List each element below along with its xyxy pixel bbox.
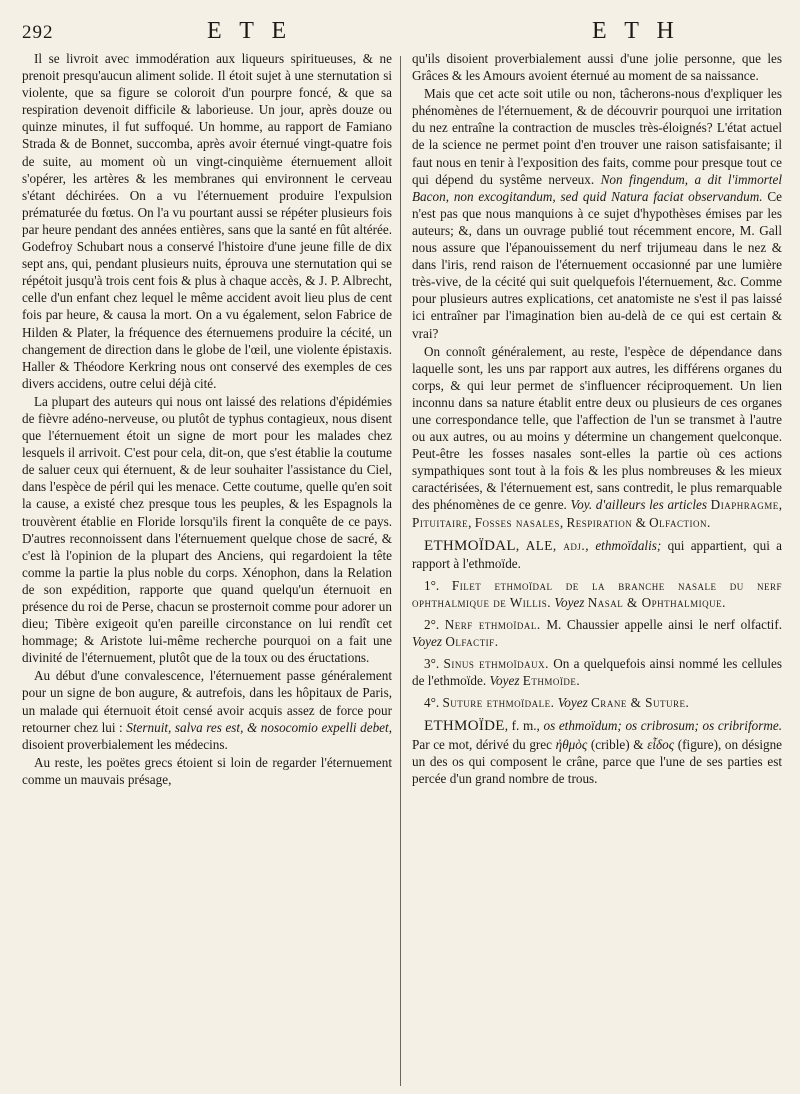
entry-item	[412, 616, 782, 650]
entry-text: (crible) &	[590, 736, 644, 752]
running-header	[22, 14, 782, 54]
paragraph: La plupart des auteurs qui nous ont laissé des relations d'épidémies de fièvre adéno-nerveuse, ou plutôt de typhus contagieux, nous disent que l'éternuement étoit un signe de mort pour les malades chez lesquels il arrivoit. C'est pour cela, dit-on, que s'est établie la coutume de saluer ceux qui éternuent, & de leur souhaiter l'assistance du Ciel, dans l'espèce de péril qui les menace. Cette coutume, quelle qu'en soit la cause, a existé chez presque tous les peuples, & les Espagnols la trouvèrent établie en Floride lorsqu'ils firent la conquête de ce pays. D'autres reconnoissent dans l'éternuement quelque chose de sacré, & c'est là l'opinion de la plupart des Anciens, qui regardoient la tête comme la partie la plus noble du corps. Xénophon, dans la Relation de son expédition, rapporte que quand quelqu'un éternuoit en présence du roi de Perse, chacun se prosternoit comme pour adorer un dieu; Tibère exigeoit qu'en pareille circonstance on lui rendît cet hommage; & Aristote lui-même recherche pourquoi on a fait une divinité de l'éternuement, plutôt que de la toux ou des éructations.	[22, 393, 392, 666]
cross-reference[interactable]: Nasal & Ophthalmique.	[587, 594, 726, 610]
grammar: , ALE, adj.,	[515, 537, 590, 553]
paragraph-text: Mais que cet acte soit utile ou non, tâcherons-nous d'expliquer les phénomènes de l'éternuement, & de découvrir pourquoi une irritation du nez entraîne la contraction de muscles très-éloignés? L'état actuel de la science ne permet point d'en trouver une raison satisfaisante; il faut nous en tenir à l'exposition des faits, comme pour presque tout ce qui dépend du systême nerveux.	[412, 86, 782, 187]
paragraph-text: Au début d'une convalescence, l'éternuement passe généralement pour un signe de bon augure, & autrefois, dans les hôpitaux de Paris, un malade qui éternuoit étoit censé avoir acquis assez de force pour retourner chez lui :	[22, 668, 392, 735]
item-term: Nerf ethmoïdal.	[444, 617, 541, 632]
item-number: 4°.	[424, 695, 440, 711]
item-term: Sinus ethmoïdaux.	[443, 656, 549, 672]
item-text: On a quelquefois ainsi nommé les cellules de l'ethmoïde.	[412, 656, 782, 689]
latin-bacon-intro: Non fingendum, a dit l'immortel Bacon,	[412, 171, 782, 204]
item-term: Suture ethmoïdale.	[442, 695, 555, 711]
paragraph-text: On connoît généralement, au reste, l'espèce de dépendance dans laquelle sont, les uns par rapport aux autres, les différens organes du corps, & qui leur permet de s'influencer réciproquement. Un lien inconnu dans sa nature établit entre deux ou plusieurs de ces organes une correspondance telle, que l'affection de l'un se transmet à l'autre ou aux autres, ou au moins y détermine un changement quelconque. Peut-être les fosses nasales sont-elles la partie où ces actions sympathiques sont tout à la fois & les plus nombreuses & les mieux caractérisées, & l'éternuement est, sans contredit, le plus remarquable des phénomènes de ce genre.	[412, 343, 782, 513]
page-number: 292	[22, 22, 54, 43]
paragraph: Au reste, les poëtes grecs étoient si loin de regarder l'éternuement comme un mauvais présage,	[22, 754, 392, 787]
paragraph	[22, 667, 392, 752]
see-also-link[interactable]: Pituitaire	[412, 514, 469, 530]
latin-bacon-quote: non excogitandum, sed quid Natura faciat observandum.	[453, 188, 763, 204]
grammar: , f. m.,	[504, 718, 540, 734]
entry-item	[412, 655, 782, 689]
right-running-head: E T H	[592, 18, 680, 44]
latin-term: os ethmoïdum; os cribrosum; os cribriforme.	[543, 718, 783, 734]
paragraph	[412, 85, 782, 341]
latin-term: ethmoïdalis;	[595, 537, 662, 553]
right-column	[412, 50, 782, 788]
item-number: 1°.	[424, 577, 440, 593]
item-term: Filet ethmoïdal de la branche nasale du nerf ophthalmique de Willis.	[412, 577, 782, 610]
entry-item	[412, 694, 782, 711]
headword: ETHMOÏDAL	[424, 537, 516, 554]
see-also-link[interactable]: Olfaction	[649, 514, 707, 530]
entry-text: (figure), on désigne un des os qui composent le crâne, parce que l'une de ses parties est percée d'un grand nombre de trous.	[412, 736, 783, 786]
latin-quote: Sternuit, salva res est, & nosocomio expelli debet	[126, 719, 389, 735]
see-also-link[interactable]: Fosses nasales	[474, 514, 560, 530]
see-word: Voyez	[489, 673, 520, 689]
cross-reference[interactable]: Crane & Suture.	[591, 695, 690, 711]
entry-item	[412, 577, 782, 611]
definition: qui appartient, qui a rapport à l'ethmoïde.	[412, 537, 783, 571]
dictionary-entry-ethmoidal	[412, 537, 782, 572]
left-column	[22, 50, 392, 789]
paragraph: On connoît généralement, au reste, l'espèce de dépendance dans laquelle sont, les uns par rapport aux autres, les différens organes du corps, & qui leur permet de s'influencer réciproquement. Un lien inconnu dans sa nature établit entre deux ou plusieurs de ces organes une correspondance telle, que l'affection de l'un se transmet à l'autre ou aux autres, ou au moins y détermine un changement quelconque. Peut-être les fosses nasales sont-elles la partie où ces actions sympathiques sont tout à la fois & les plus nombreuses & les mieux caractérisées, & l'éternuement est, sans contredit, le plus remarquable des phénomènes de ce genre. Voy. d'ailleurs les articles Diaphragme, Pituitaire, Fosses nasales, Respiration & Olfaction.	[412, 343, 782, 530]
paragraph: Il se livroit avec immodération aux liqueurs spiritueuses, & ne prenoit presqu'aucun aliment solide. Il étoit sujet à une sternutation si violente, que sa figure se coloroit d'un pourpre foncé, & que sa respiration devenoit difficile & laborieuse. Un jour, après douze ou quinze minutes, il fut suffoqué. Un homme, au rapport de Famiano Strada & de Bonnet, succomba, après avoir éternué vingt-quatre fois de suite, au moment où un vingt-cinquième éternuement alloit s'opérer, les artères & les membranes qui environnent le cerveau s'étant déchirées. On a vu l'éternuement produire l'expulsion prématurée du fœtus. On l'a vu pourtant aussi se répéter plusieurs fois par heure pendant des années entières, sans que la santé en fût altérée. Godefroy Schubart nous a conservé l'histoire d'une jeune fille de dix sept ans, qui, pendant plusieurs nuits, éprouva une sternutation qui se répétoit jusqu'à trois cent fois & plus à chaque accès, & J. P. Albrecht, celle d'un enfant chez lequel le même accident avoit lieu plus de cent fois par heure, & causa la mort. On a vu également, selon Fabrice de Hilden & Plater, la fréquence des éternuemens produire la cécité, un changement de direction dans le globe de l'œil, une violente épistaxis. Haller & Théodore Kerkring nous ont conservé des exemples de ces divers accidens, outre celui déjà cité.	[22, 51, 392, 391]
greek-word: ἠθμὸς	[555, 736, 588, 752]
cross-reference[interactable]: Olfactif.	[445, 634, 499, 650]
greek-word: εἶδος	[647, 736, 675, 752]
quote-tail: , disoient proverbialement les médecins.	[22, 719, 392, 752]
headword: ETHMOÏDE	[424, 718, 505, 735]
left-running-head: E T E	[207, 18, 293, 44]
paragraph-text: Ce n'est pas que nous manquions à ce sujet d'hypothèses émises par les auteurs; &, dans un ouvrage publié tout récemment encore, M. Gall nous assure que l'épanouissement du nerf trijumeau dans le nez & dans l'iris, rend raison de l'éternuement occasionné par une lumière très-vive, de la cécité qui suit quelquefois l'éternuement, &c. Comme pour plusieurs autres explications, cet anatomiste ne s'est il pas laissé ici entraîner par l'imagination bien au-delà de ce qui est certain & vrai?	[412, 188, 782, 341]
see-also-link[interactable]: Diaphragme	[710, 497, 779, 513]
cross-reference[interactable]: Ethmoïde.	[522, 673, 581, 689]
see-also-intro: Voy. d'ailleurs les articles	[570, 497, 708, 513]
see-word: Voyez	[557, 695, 588, 711]
see-word: Voyez	[554, 594, 585, 610]
entry-text: Par ce mot, dérivé du grec	[412, 736, 553, 752]
item-text: M. Chaussier appelle ainsi le nerf olfactif.	[546, 617, 783, 632]
item-number: 2°.	[424, 617, 440, 632]
paragraph: qu'ils disoient proverbialement aussi d'une jolie personne, que les Grâces & les Amours avoient éternué au moment de sa naissance.	[412, 51, 782, 84]
see-also-link[interactable]: Respiration	[566, 514, 633, 530]
dictionary-entry-ethmoide	[412, 717, 782, 786]
see-word: Voyez	[412, 634, 443, 650]
item-number: 3°.	[424, 656, 440, 672]
column-divider	[400, 56, 401, 1086]
